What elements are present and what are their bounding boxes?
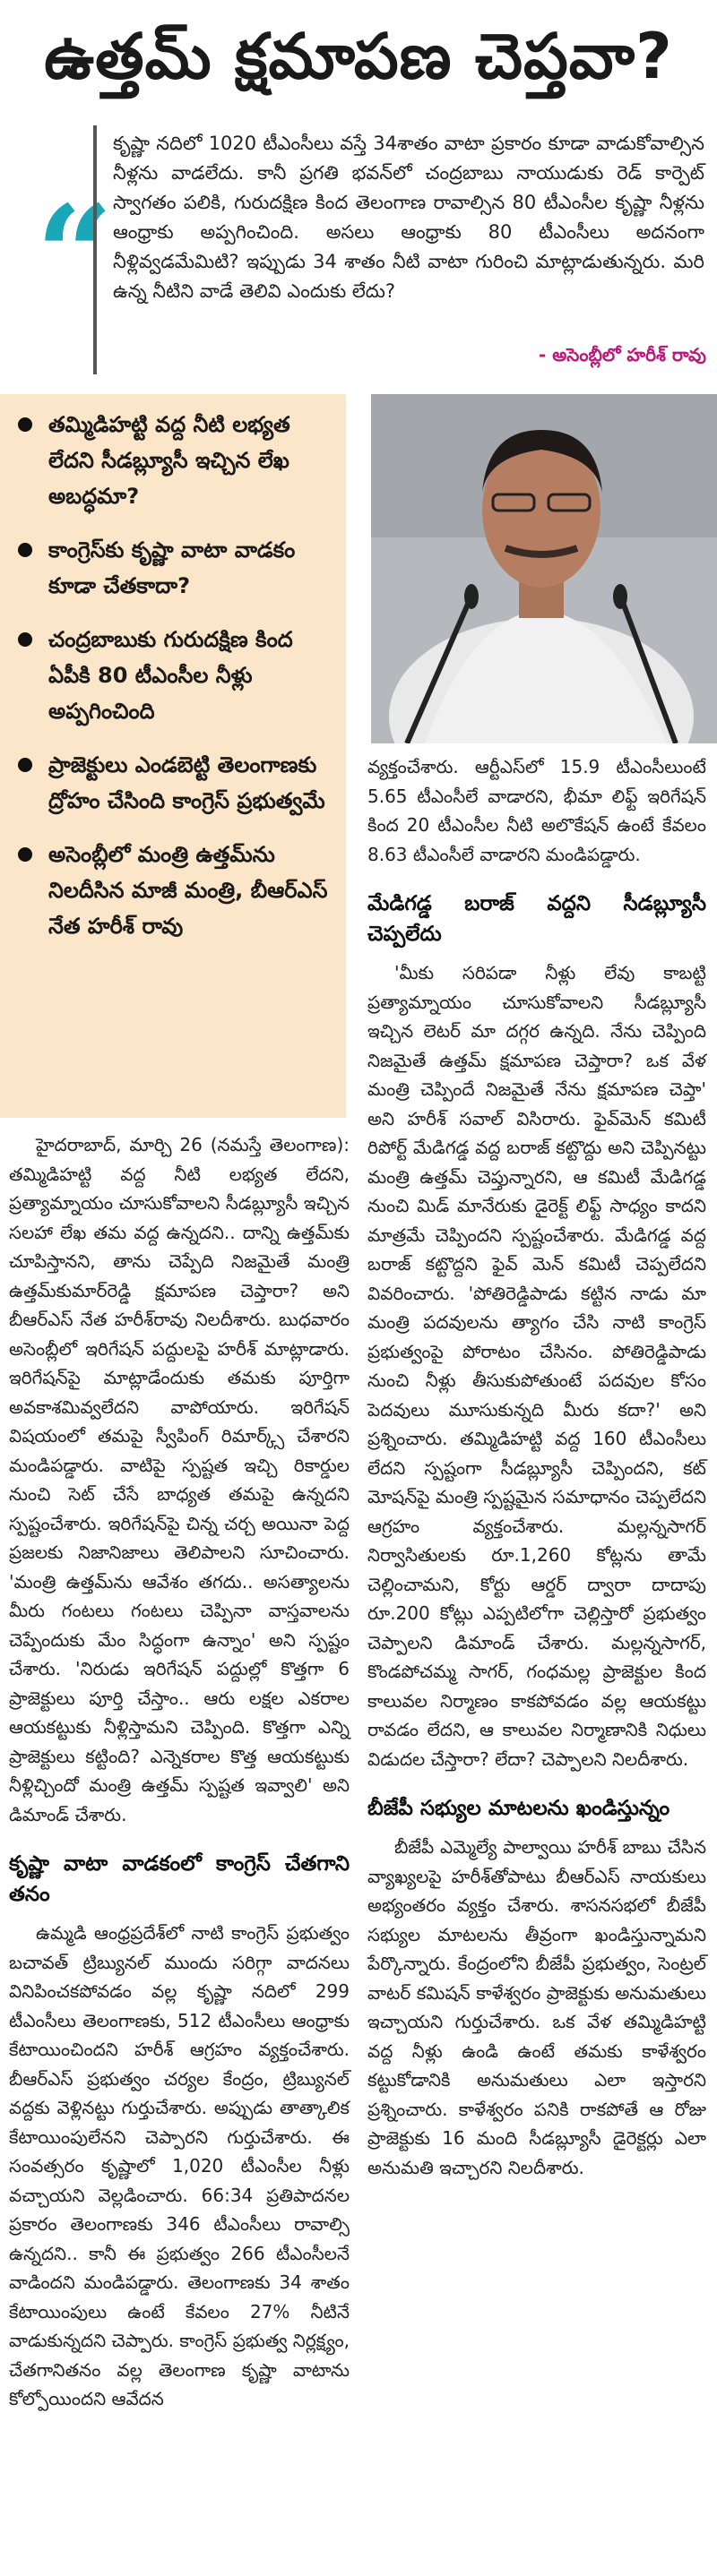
- article-paragraph: బీజేపీ ఎమ్మెల్యే పాల్వాయి హరీశ్ బాబు చేసిన వ్యాఖ్యలపై హరీశ్‌తోపాటు బీఆర్ఎస్ నాయకులు అభ్యంతరం వ్యక్తం చేశారు. శాసనసభలో బీజేపీ సభ్యుల మాటలను తీవ్రంగా ఖండిస్తున్నామని పేర్కొన్నారు. కేంద్రంలోని బీజేపీ ప్రభుత్వం, సెంట్రల్ వాటర్ కమిషన్ కాళేశ్వరం ప్రాజెక్టుకు అనుమతులు ఇచ్చాయని గుర్తుచేశారు. ఒక వేళ తమ్మిడిహట్టి వద్ద నీళ్లు ఉండి ఉంటే తమకు కాళేశ్వరం కట్టుకోడానికి అనుమతులు ఎలా ఇస్తారని ప్రశ్నించారు. కాళేశ్వరం పనికి రాకపోతే ఆ రోజు ప్రాజెక్టుకు 16 మంది సీడబ్ల్యూసీ డైరెక్టర్లు ఎలా అనుమతి ఇచ్చారని నిలదీశారు.: [367, 1836, 706, 2178]
- bullet-icon: [18, 417, 32, 432]
- bullet-icon: [18, 758, 32, 772]
- article-intro: హైదరాబాద్, మార్చి 26 (నమస్తే తెలంగాణ): తమ్మిడిహట్టి వద్ద నీటి లభ్యత లేదని, ప్రత్యామ్నాయం చూసుకోవాలని సీడబ్ల్యూసీ ఇచ్చిన సలహా లేఖ తమ వద్ద ఉన్నదని.. దాన్ని ఉత్తమ్‌కు చూపిస్తానని, తాను చెప్పేది నిజమైతే మంత్రి ఉత్తమ్‌కుమార్‌రెడ్డి క్షమాపణ చెప్తారా? అని బీఆర్ఎస్ నేత హరీశ్‌రావు నిలదీశారు. బుధవారం అసెంబ్లీలో ఇరిగేషన్ పద్దులపై హరీశ్ మాట్లాడారు. ఇరిగేషన్‌పై మాట్లాడేందుకు తమకు పూర్తిగా అవకాశమివ్వలేదని వాపోయారు. ఇరిగేషన్ విషయంలో తమపై స్వీపింగ్ రిమార్క్స్ చేశారని మండిపడ్డారు. వాటిపై స్పష్టత ఇచ్చి రికార్డుల నుంచి సెట్ చేసే బాధ్యత తమపై ఉన్నదని స్పష్టంచేశారు. ఇరిగేషన్‌పై చిన్న చర్చ అయినా పెద్ద ప్రజలకు నిజానిజాలు తెలిపాలని సూచించారు. 'మంత్రి ఉత్తమ్‌ను ఆవేశం తగదు.. అసత్యాలను మీరు గంటలు గంటలు చెప్పినా వాస్తవాలను చెప్పేందుకు మేం సిద్ధంగా ఉన్నాం' అని స్పష్టం చేశారు. 'నిరుడు ఇరిగేషన్ పద్దుల్లో కొత్తగా 6 ప్రాజెక్టులు పూర్తి చేస్తాం.. ఆరు లక్షల ఎకరాల ఆయకట్టుకు నీళ్లిస్తామని చెప్పింది. కొత్తగా ఎన్ని ప్రాజెక్టులు కట్టింది? ఎన్నెకరాల కొత్త ఆయకట్టుకు నీళ్లిచ్చిందో మంత్రి ఉత్తమ్ స్పష్టత ఇవ్వాలి' అని డిమాండ్ చేశారు.: [9, 1134, 350, 1825]
- headline: ఉత్తమ్ క్షమాపణ చెప్తవా?: [44, 20, 673, 93]
- bullet-icon: [18, 847, 32, 862]
- highlight-item: ప్రాజెక్టులు ఎండబెట్టి తెలంగాణకు ద్రోహం చేసింది కాంగ్రెస్ ప్రభుత్వమే: [13, 747, 337, 819]
- article-left-column: [9, 1130, 350, 2414]
- speaker-photo: [371, 394, 717, 743]
- subheading-bjp: బీజేపీ సభ్యుల మాటలను ఖండిస్తున్నం: [367, 1797, 670, 1820]
- speaker-photo-illustration: [371, 394, 717, 743]
- article-right-column: [367, 752, 706, 2182]
- highlight-item: చంద్రబాబుకు గురుదక్షిణ కింద ఏపీకి 80 టీఎంసీల నీళ్లు అప్పగించింది: [13, 622, 337, 729]
- highlight-item: అసెంబ్లీలో మంత్రి ఉత్తమ్‌ను నిలదీసిన మాజీ మంత్రి, బీఆర్ఎస్ నేత హరీశ్ రావు: [13, 837, 337, 944]
- article-paragraph: 'మీకు సరిపడా నీళ్లు లేవు కాబట్టి ప్రత్యామ్నాయం చూసుకోవాలని సీడబ్ల్యూసీ ఇచ్చిన లెటర్ మా దగ్గర ఉన్నది. నేను చెప్పింది నిజమైతే ఉత్తమ్ క్షమాపణ చెప్తారా? ఒక వేళ మంత్రి చెప్పిందే నిజమైతే నేను క్షమాపణ చెప్తా' అని హరీశ్ సవాల్ విసిరారు. ఫైవ్‌మెన్ కమిటీ రిపోర్ట్ మేడిగడ్డ వద్ద బరాజ్ కట్టొద్దు అని చెప్పినట్టు మంత్రి ఉత్తమ్ చెప్తున్నారని, ఆ కమిటీ మేడిగడ్డ నుంచి మిడ్ మానేరుకు డైరెక్ట్ లిఫ్ట్ సాధ్యం కాదని మాత్రమే చెప్పిందని స్పష్టంచేశారు. మేడిగడ్డ వద్ద బరాజ్ కట్టొద్దని ఫైవ్ మెన్ కమిటీ చెప్పలేదని వివరించారు. 'పోతిరెడ్డిపాడు కట్టిన నాడు మా మంత్రి పదవులను త్యాగం చేసి నాటి కాంగ్రెస్ ప్రభుత్వంపై పోరాటం చేసినం. పోతిరెడ్డిపాడు నుంచి నీళ్లు తీసుకుపోతుంటే పదవుల కోసం పెదవులు మూసుకున్నది మీరు కదా?' అని ప్రశ్నించారు. తమ్మిడిహట్టి వద్ద 160 టీఎంసీలు లేదని స్పష్టంగా సీడబ్ల్యూసీ చెప్పిందని, కట్ మోషన్‌పై మంత్రి స్పష్టమైన సమాధానం చెప్పలేదని ఆగ్రహం వ్యక్తంచేశారు. మల్లన్నసాగర్ నిర్వాసితులకు రూ.1,260 కోట్లను తామే చెల్లించామని, కోర్టు ఆర్డర్ ద్వారా దాదాపు రూ.200 కోట్లు ఎప్పటిలోగా చెల్లిస్తారో ప్రభుత్వం చెప్పాలని డిమాండ్ చేశారు. మల్లన్నసాగర్, కొండపోచమ్మ సాగర్, గంధమల్ల ప్రాజెక్టుల కింద కాలువల నిర్మాణం కాకపోవడం వల్ల ఆయకట్టు రావడం లేదని, ఆ కాలువల నిర్మాణానికి నిధులు విడుదల చేస్తారా? లేదా? చెప్పాలని నిలదీశారు.: [367, 962, 706, 1770]
- article-paragraph: వ్యక్తంచేశారు. ఆర్టీఎస్‌లో 15.9 టీఎంసీలుంటే 5.65 టీఎంసీలే వాడారని, భీమా లిఫ్ట్ ఇరిగేషన్ కింద 20 టీఎంసీల నీటి అలొకేషన్ ఉంటే కేవలం 8.63 టీఎంసీలే వాడారని మండిపడ్డారు.: [367, 756, 706, 865]
- pull-quote-text: కృష్ణా నదిలో 1020 టీఎంసీలు వస్తే 34శాతం వాటా ప్రకారం కూడా వాడుకోవాల్సిన నీళ్లను వాడలేదు. కానీ ప్రగతి భవన్‌లో చంద్రబాబు నాయుడుకు రెడ్ కార్పెట్ స్వాగతం పలికి, గురుదక్షిణ కింద తెలంగాణ రావాల్సిన 80 టీఎంసీల కృష్ణా నీళ్లను ఆంధ్రాకు అప్పగించింది. అసలు ఆంధ్రాకు 80 టీఎంసీలు అదనంగా నీళ్లివ్వడమేమిటి? ఇప్పుడు 34 శాతం నీటి వాటా గురించి మాట్లాడుతున్నరు. మరి ఉన్న నీటిని వాడే తెలివి ఎందుకు లేదు?: [113, 133, 704, 302]
- subheading-krishna: కృష్ణా వాటా వాడకంలో కాంగ్రెస్ చేతగాని తనం: [9, 1852, 350, 1906]
- highlight-item: తమ్మిడిహట్టి వద్ద నీటి లభ్యత లేదని సీడబ్ల్యూసీ ఇచ్చిన లేఖ అబద్ధమా?: [13, 407, 337, 514]
- highlight-item: కాంగ్రెస్‌కు కృష్ణా వాటా వాడకం కూడా చేతకాదా?: [13, 532, 337, 604]
- subheading-medigadda: మేడిగడ్డ బరాజ్ వద్దని సీడబ్ల్యూసీ చెప్పలేదు: [367, 892, 706, 946]
- quote-mark-icon: “: [36, 176, 114, 334]
- article-paragraph: ఉమ్మడి ఆంధ్రప్రదేశ్‌లో నాటి కాంగ్రెస్ ప్రభుత్వం బచావత్ ట్రిబ్యునల్ ముందు సరిగ్గా వాదనలు వినిపించకపోవడం వల్ల కృష్ణా నదిలో 299 టీఎంసీలు తెలంగాణకు, 512 టీఎంసీలు ఆంధ్రాకు కేటాయించిందని హరీశ్ ఆగ్రహం వ్యక్తంచేశారు. బీఆర్ఎస్ ప్రభుత్వం చర్యల కేంద్రం, ట్రిబ్యునల్ వద్దకు వెళ్లినట్టు గుర్తుచేశారు. అప్పుడు తాత్కాలిక కేటాయింపులేనని చెప్పారని గుర్తుచేశారు. ఈ సంవత్సరం కృష్ణాలో 1,020 టీఎంసీల నీళ్లు వచ్చాయని వెల్లడించారు. 66:34 ప్రతిపాదనల ప్రకారం తెలంగాణకు 346 టీఎంసీలు రావాల్సి ఉన్నదని.. కానీ ఈ ప్రభుత్వం 266 టీఎంసీలనే వాడిందని మండిపడ్డారు. తెలంగాణకు 34 శాతం కేటాయింపులు ఉంటే కేవలం 27% నీటినే వాడుకున్నదని చెప్పారు. కాంగ్రెస్ ప్రభుత్వ నిర్లక్ష్యం, చేతగానితనం వల్ల తెలంగాణ కృష్ణా వాటాను కోల్పోయిందని ఆవేదన: [9, 1922, 350, 2409]
- highlights-box: [0, 394, 346, 1118]
- bullet-icon: [18, 543, 32, 557]
- pull-quote-attribution: - అసెంబ్లీలో హరీశ్ రావు: [539, 344, 706, 365]
- bullet-icon: [18, 632, 32, 647]
- pull-quote: [93, 125, 706, 374]
